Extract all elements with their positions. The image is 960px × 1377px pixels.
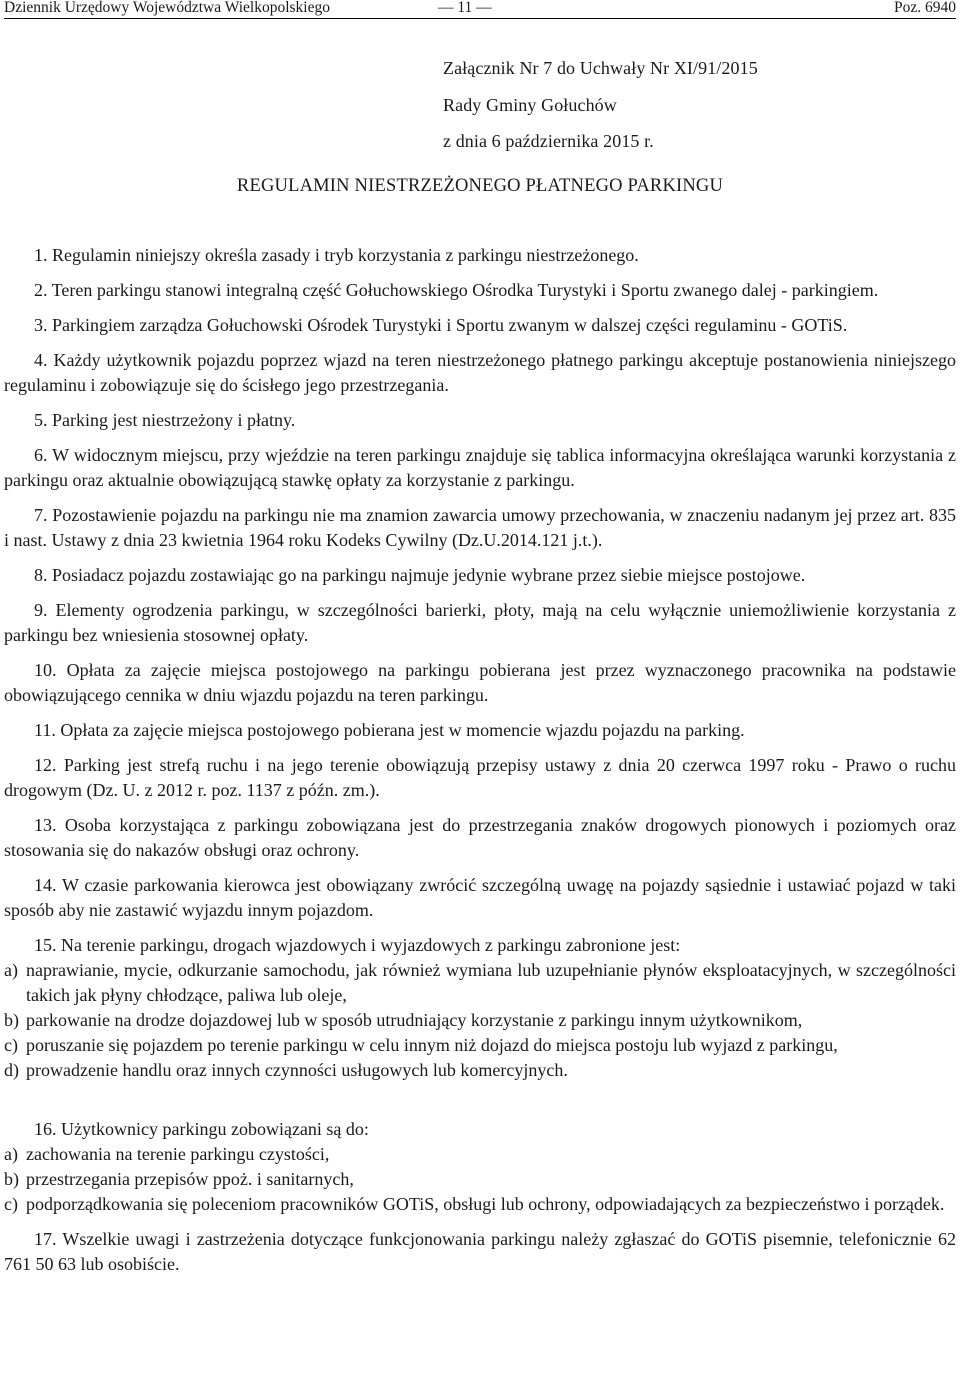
paragraph-2: 2. Teren parkingu stanowi integralną część Gołuchowskiego Ośrodka Turystyki i Sportu zwanego dalej - parkingiem.	[34, 280, 879, 300]
paragraph-9: 9. Elementy ogrodzenia parkingu, w szczególności barierki, płoty, mają na celu wyłącznie uniemożliwienie korzystania z parkingu bez wniesienia stosownej opłaty.	[4, 600, 956, 645]
list-item	[4, 1167, 956, 1192]
paragraph-7: 7. Pozostawienie pojazdu na parkingu nie ma znamion zawarcia umowy przechowania, w znaczeniu nadanym jej przez art. 835 i nast. Ustawy z dnia 23 kwietnia 1964 roku Kodeks Cywilny (Dz.U.2014.121 j.t.).	[4, 505, 956, 550]
list-letter: b)	[4, 1010, 19, 1030]
list-text: podporządkowania się poleceniom pracowników GOTiS, obsługi lub ochrony, odpowiadających za bezpieczeństwo i porządek.	[26, 1194, 945, 1214]
paragraph-8: 8. Posiadacz pojazdu zostawiając go na parkingu najmuje jedynie wybrane przez siebie miejsce postojowe.	[34, 565, 806, 585]
section-15-intro: 15. Na terenie parkingu, drogach wjazdowych i wyjazdowych z parkingu zabronione jest:	[34, 935, 681, 955]
annex-line-3: z dnia 6 października 2015 r.	[443, 131, 654, 151]
paragraph-6: 6. W widocznym miejscu, przy wjeździe na teren parkingu znajduje się tablica informacyjna określająca warunki korzystania z parkingu oraz aktualnie obowiązującą stawkę opłaty za korzystanie z parkingu.	[4, 445, 956, 490]
list-item	[4, 1142, 956, 1167]
section-16-intro: 16. Użytkownicy parkingu zobowiązani są do:	[34, 1119, 369, 1139]
annex-line-1: Załącznik Nr 7 do Uchwały Nr XI/91/2015	[443, 58, 758, 78]
section-16	[4, 1117, 956, 1217]
paragraph-3: 3. Parkingiem zarządza Gołuchowski Ośrodek Turystyki i Sportu zwanym w dalszej części regulaminu - GOTiS.	[34, 315, 848, 335]
paragraph-13: 13. Osoba korzystająca z parkingu zobowiązana jest do przestrzegania znaków drogowych pionowych i poziomych oraz stosowania się do nakazów obsługi oraz ochrony.	[4, 815, 956, 860]
annex-line-2: Rady Gminy Gołuchów	[443, 94, 617, 115]
paragraph-10: 10. Opłata za zajęcie miejsca postojowego na parkingu pobierana jest przez wyznaczonego pracownika na podstawie obowiązującego cennika w dniu wjazdu pojazdu na teren parkingu.	[4, 660, 956, 705]
list-text: zachowania na terenie parkingu czystości,	[26, 1144, 330, 1164]
journal-name: Dziennik Urzędowy Województwa Wielkopolskiego	[4, 0, 330, 16]
list-item	[4, 1058, 956, 1083]
paragraph-1: 1. Regulamin niniejszy określa zasady i tryb korzystania z parkingu niestrzeżonego.	[34, 245, 639, 265]
list-letter: a)	[4, 1144, 18, 1164]
list-item	[4, 1008, 956, 1033]
list-letter: c)	[4, 1194, 18, 1214]
annex-block	[443, 50, 758, 160]
list-text: naprawianie, mycie, odkurzanie samochodu, jak również wymiana lub uzupełnianie płynów eksploatacyjnych, w szczególności takich jak płyny chłodzące, paliwa lub oleje,	[26, 960, 956, 1005]
list-text: prowadzenie handlu oraz innych czynności usługowych lub komercyjnych.	[26, 1060, 568, 1080]
list-text: poruszanie się pojazdem po terenie parkingu w celu innym niż dojazd do miejsca postoju lub wyjazd z parkingu,	[26, 1035, 838, 1055]
list-text: przestrzegania przepisów ppoż. i sanitarnych,	[26, 1169, 354, 1189]
list-letter: b)	[4, 1169, 19, 1189]
document-body	[4, 243, 956, 1287]
list-letter: c)	[4, 1035, 18, 1055]
list-item	[4, 1033, 956, 1058]
list-item	[4, 1192, 956, 1217]
page-header	[4, 0, 956, 19]
paragraph-17: 17. Wszelkie uwagi i zastrzeżenia dotyczące funkcjonowania parkingu należy zgłaszać do GOTiS pisemnie, telefonicznie 62 761 50 63 lub osobiście.	[4, 1229, 956, 1274]
document-title: REGULAMIN NIESTRZEŻONEGO PŁATNEGO PARKINGU	[236, 176, 724, 196]
paragraph-12: 12. Parking jest strefą ruchu i na jego terenie obowiązują przepisy ustawy z dnia 20 czerwca 1997 roku - Prawo o ruchu drogowym (Dz. U. z 2012 r. poz. 1137 z późn. zm.).	[4, 755, 956, 800]
paragraph-4: 4. Każdy użytkownik pojazdu poprzez wjazd na teren niestrzeżonego płatnego parkingu akceptuje postanowienia niniejszego regulaminu i zobowiązuje się do ścisłego jego przestrzegania.	[4, 350, 956, 395]
paragraph-14: 14. W czasie parkowania kierowca jest obowiązany zwrócić szczególną uwagę na pojazdy sąsiednie i ustawiać pojazd w taki sposób aby nie zastawić wyjazdu innym pojazdom.	[4, 875, 956, 920]
list-text: parkowanie na drodze dojazdowej lub w sposób utrudniający korzystanie z parkingu innym użytkownikom,	[26, 1010, 803, 1030]
paragraph-5: 5. Parking jest niestrzeżony i płatny.	[34, 410, 296, 430]
section-15	[4, 933, 956, 1083]
paragraph-11: 11. Opłata za zajęcie miejsca postojowego pobierana jest w momencie wjazdu pojazdu na parking.	[34, 720, 745, 740]
list-letter: a)	[4, 960, 18, 980]
list-item	[4, 958, 956, 1008]
page-number: — 11 —	[438, 0, 492, 16]
position-number: Poz. 6940	[894, 0, 956, 16]
list-letter: d)	[4, 1060, 19, 1080]
